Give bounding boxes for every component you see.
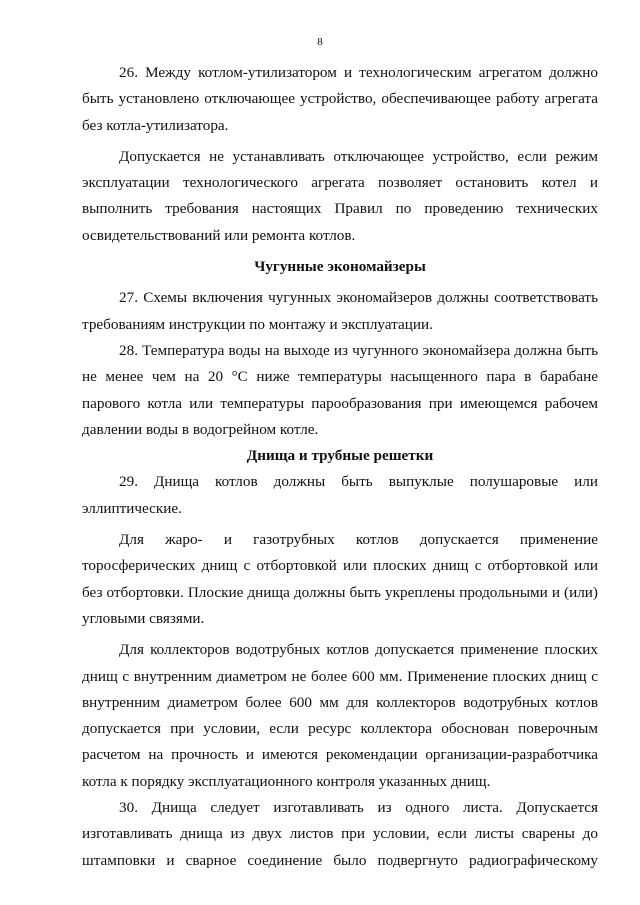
paragraph-29: 29. Днища котлов должны быть выпуклые полушаровые или эллиптические. [82,473,598,517]
paragraph-29-water-tube: Для коллекторов водотрубных котлов допускается применение плоских днищ с внутренним диаметром не более 600 мм. Применение плоских днищ с внутренним диаметром более 600 мм для коллекторов водотрубных котлов допускается при условии, если ресурс коллектора обоснован поверочным расчетом на прочность и имеются рекомендации организации-разработчика котла к порядку эксплуатационного контроля указанных днищ. [82,641,598,790]
paragraph-27: 27. Схемы включения чугунных экономайзеров должны соответствовать требованиям инструкции по монтажу и эксплуатации. [82,289,598,333]
section-heading-heads: Днища и трубные решетки [246,447,434,465]
paragraph-26: 26. Между котлом-утилизатором и технологическим агрегатом должно быть установлено отключающее устройство, обеспечивающее работу агрегата без котла-утилизатора. [82,64,598,134]
section-heading-economizers: Чугунные экономайзеры [254,258,426,276]
paragraph-29-fire-tube: Для жаро- и газотрубных котлов допускается применение торосферических днищ с отбортовкой или плоских днищ с отбортовкой или без отбортовки. Плоские днища должны быть укреплены продольными и (или) угловыми связями. [82,531,598,627]
paragraph-30: 30. Днища следует изготавливать из одного листа. Допускается изготавливать днища из двух листов при условии, если листы сварены до штамповки и сварное соединение было подвергнуто радиографическому [82,799,598,869]
page-number: 8 [317,36,323,48]
paragraph-26-note: Допускается не устанавливать отключающее устройство, если режим эксплуатации технологического агрегата позволяет остановить котел и выполнить требования настоящих Правил по проведению технических освидетельствований или ремонта котлов. [82,147,598,244]
document-body [82,60,598,874]
paragraph-28: 28. Температура воды на выходе из чугунного экономайзера должна быть не менее чем на 20 °С ниже температуры насыщенного пара в барабане парового котла или температуры парообразования при имеющемся рабочем давлении воды в водогрейном котле. [82,341,598,438]
